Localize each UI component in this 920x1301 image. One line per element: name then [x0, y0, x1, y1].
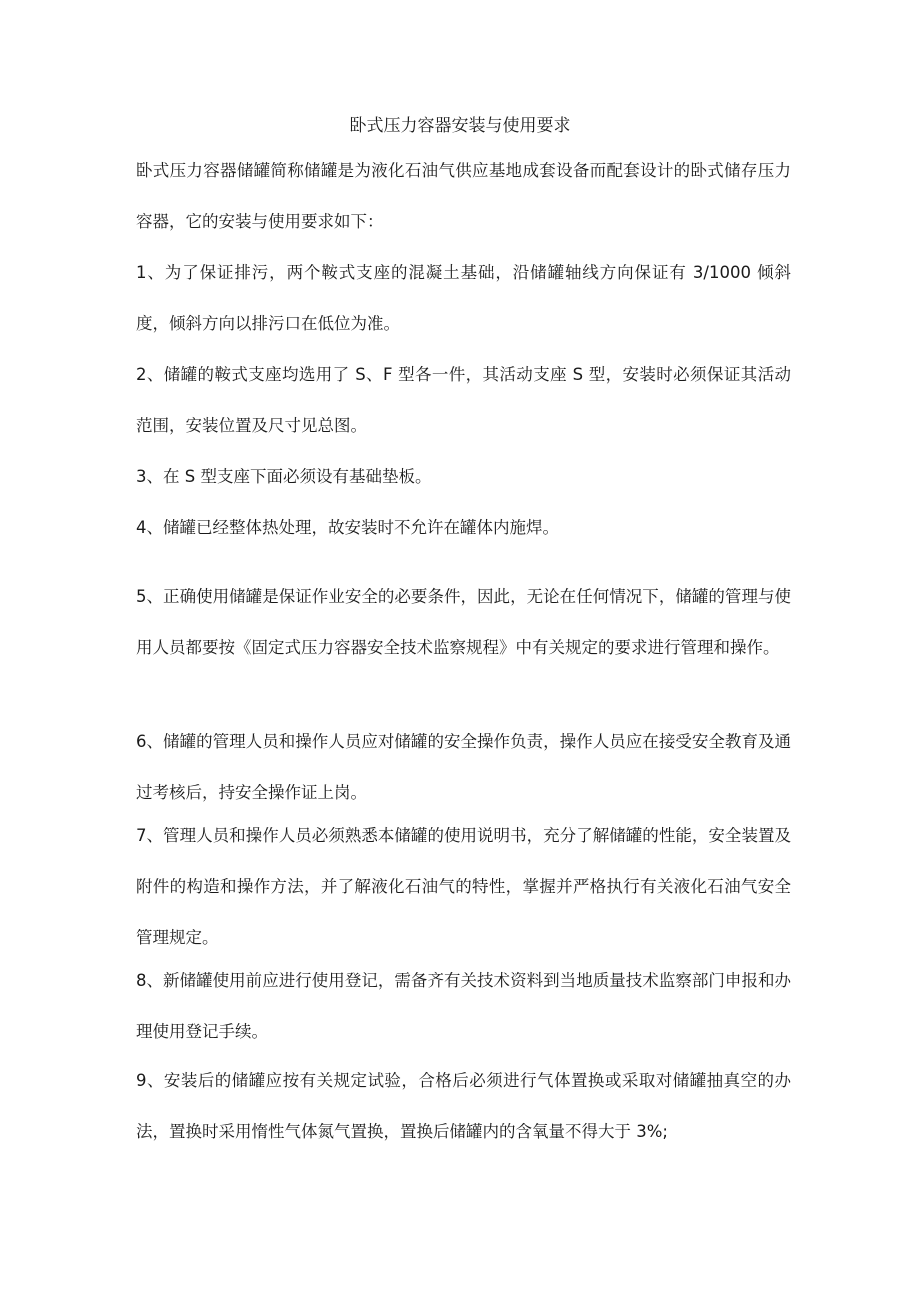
item-3-paragraph: 3、在 S 型支座下面必须设有基础垫板。 [136, 467, 432, 486]
intro-paragraph: 卧式压力容器储罐简称储罐是为液化石油气供应基地成套设备而配套设计的卧式储存压力容器，它的安装与使用要求如下： [136, 161, 791, 231]
document-title: 卧式压力容器安装与使用要求 [349, 116, 571, 136]
item-9-paragraph: 9、安装后的储罐应按有关规定试验，合格后必须进行气体置换或采取对储罐抽真空的办法，置换时采用惰性气体氮气置换，置换后储罐内的含氧量不得大于 3%; [136, 1071, 791, 1141]
item-1-paragraph: 1、为了保证排污，两个鞍式支座的混凝土基础，沿储罐轴线方向保证有 3/1000 倾斜度，倾斜方向以排污口在低位为准。 [136, 263, 791, 333]
item-4-paragraph: 4、储罐已经整体热处理，故安装时不允许在罐体内施焊。 [136, 518, 559, 537]
item-2-paragraph: 2、储罐的鞍式支座均选用了 S、F 型各一件，其活动支座 S 型，安装时必须保证其活动范围，安装位置及尺寸见总图。 [136, 365, 791, 435]
item-6-paragraph: 6、储罐的管理人员和操作人员应对储罐的安全操作负责，操作人员应在接受安全教育及通过考核后，持安全操作证上岗。 [136, 732, 791, 802]
item-7-paragraph: 7、管理人员和操作人员必须熟悉本储罐的使用说明书，充分了解储罐的性能，安全装置及附件的构造和操作方法，并了解液化石油气的特性，掌握并严格执行有关液化石油气安全管理规定。 [136, 826, 791, 947]
item-5-paragraph: 5、正确使用储罐是保证作业安全的必要条件，因此，无论在任何情况下，储罐的管理与使用人员都要按《固定式压力容器安全技术监察规程》中有关规定的要求进行管理和操作。 [136, 587, 791, 657]
item-8-paragraph: 8、新储罐使用前应进行使用登记，需备齐有关技术资料到当地质量技术监察部门申报和办理使用登记手续。 [136, 971, 791, 1041]
